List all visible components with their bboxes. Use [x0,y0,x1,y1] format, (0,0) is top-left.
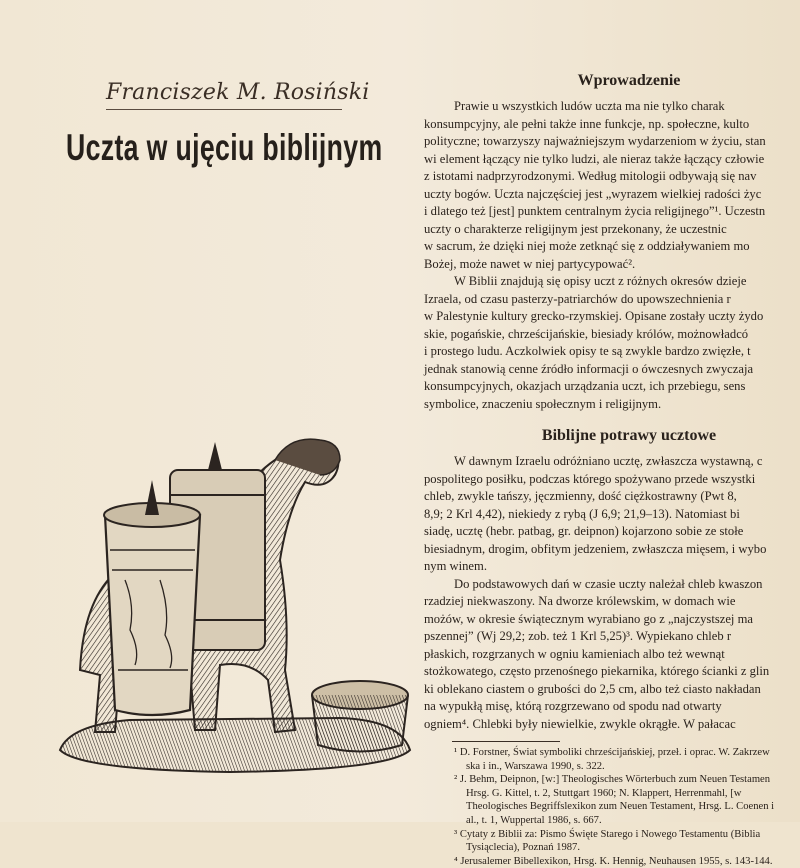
text-line: Izraela, od czasu pasterzy-patriarchów do upowszechnienia r [424,291,731,306]
text-line: w sacrum, że dzięki niej może zetknąć się z oddziaływaniem mo [424,239,750,253]
text-line: wi element łączący nie tylko ludzi, ale nieraz także łączący człowie [424,151,765,166]
text-line: ki oblekano ciastem o grubości do 2,5 cm, albo też ciasto nakładan [424,681,761,696]
text-line: symbolice, znaczeniu społecznym i religijnym. [424,396,662,411]
text-line: pszennej” (Wj 29,2; zob. też 1 Krl 5,25)³. Wypiekano chleb r [424,629,732,643]
text-line: konsumpcyjny, ale pełni także inne funkcje, np. społeczne, kulto [424,116,750,131]
text-line: płaskich, rozgrzanych w ogniu kamieniach albo też wewnąt [424,646,725,661]
text-line: Do podstawowych dań w czasie uczty należał chleb kwaszon [454,576,763,591]
text-line: skie, pogańskie, chrześcijańskie, biesiady królów, możnowładcó [424,326,749,341]
text-line: W Biblii znajdują się opisy uczt z różnych okresów dzieje [454,274,747,288]
text-line: chleb, zwykle tańszy, jęczmienny, dość ciężkostrawny (Pwt 8, [424,489,737,503]
text-line: i prostego ludu. Aczkolwiek opisy te są zwykle bardzo zwięzłe, t [424,344,751,358]
text-line: w Palestynie kultury grecko-rzymskiej. Opisane zostały uczty żydo [424,309,764,323]
footnote: ² J. Behm, Deipnon, [w:] Theologisches Wörterbuch zum Neuen Testamen [454,774,771,786]
text-line: jednak stanowią cenne źródło informacji o ówczesnych zwyczaja [424,361,754,376]
text-line: 8,9; 2 Krl 4,42), niekiedy z rybą (J 6,9; 21,9–13). Natomiast bi [424,506,740,521]
heading-introduction: Wprowadzenie [577,72,681,89]
footnote-continuation: Tysiąclecia), Poznań 1987. [466,842,580,854]
footnote-continuation: Theologisches Begriffslexikon zum Neuen Testament, Hrsg. L. Coenen i [466,801,775,813]
footnote: ¹ D. Forstner, Świat symboliki chrześcijańskiej, przeł. i oprac. W. Zakrzew [454,747,770,758]
text-line: polityczne; towarzyszy najważniejszym wydarzeniom w życiu, stan [424,134,766,148]
text-line: Bożej, może nawet w niej partycypować². [424,256,636,271]
footnote-continuation: Hrsg. G. Kittel, t. 2, Stuttgart 1960; N. Klappert, Herrenmahl, [w [466,787,742,799]
text-line: z istotami nadprzyrodzonymi. Według mitologii odbywają się nav [424,169,757,183]
footnote: ³ Cytaty z Biblii za: Pismo Święte Starego i Nowego Testamentu (Biblia [454,828,761,840]
jar-front [105,515,200,715]
text-line: uczty bogów. Uczta najczęściej jest „wyrazem wielkiej radości życ [424,186,762,201]
text-line: ogniem⁴. Chlebki były niewielkie, zwykle okrągłe. W pałacac [424,716,736,731]
text-line: siadę, ucztę (hebr. patbag, gr. deipnon) kojarzono sobie ze stołe [424,524,744,538]
footnote: ⁴ Jerusalemer Bibellexikon, Hrsg. K. Hennig, Neuhausen 1955, s. 143-144. [454,855,773,867]
text-line: konsumpcyjnych, okazjach urządzania uczt, ich przebiegu, sens [424,379,746,393]
text-line: rzadziej niekwaszony. Na dworze królewskim, w domach wie [424,594,736,608]
camel-figurine-illustration [40,420,420,790]
text-line: biesiadnym, drogim, obfitym jedzeniem, zwłaszcza mięsem, i wybo [424,541,767,556]
text-line: pospolitego posiłku, podczas którego spożywano przede wszystki [424,471,756,486]
footnote-divider [452,741,560,742]
heading-biblical-dishes: Biblijne potrawy ucztowe [541,427,717,444]
footnote-continuation: ska i in., Warszawa 1990, s. 322. [466,760,605,772]
text-line: W dawnym Izraelu odróżniano ucztę, zwłaszcza wystawną, c [454,454,763,468]
text-line: na wypukłą misę, którą rozgrzewano od spodu nad otwarty [424,699,722,713]
text-column [424,72,800,867]
text-line: nym winem. [424,559,487,573]
article-author: Franciszek M. Rosiński [106,80,342,110]
text-line: możów, w okresie świątecznym wyrabiano go z „najczystszej ma [424,611,753,626]
footnotes [424,746,800,868]
article-title: Uczta w ujęciu biblijnym [66,127,383,168]
intro-paragraph [424,98,800,413]
footnote-continuation: al., t. 1, Wuppertal 1986, s. 667. [466,814,602,826]
text-line: Prawie u wszystkich ludów uczta ma nie tylko charak [454,99,725,113]
text-line: uczty o charakterze religijnym jest przekonany, że uczestnic [424,221,727,236]
text-line: stożkowatego, często przenośnego piekarnika, którego ścianki z glin [424,664,770,678]
text-line: i dlatego też [jest] punktem centralnym życia religijnego”¹. Uczestn [424,204,766,218]
dishes-paragraph [424,453,800,733]
